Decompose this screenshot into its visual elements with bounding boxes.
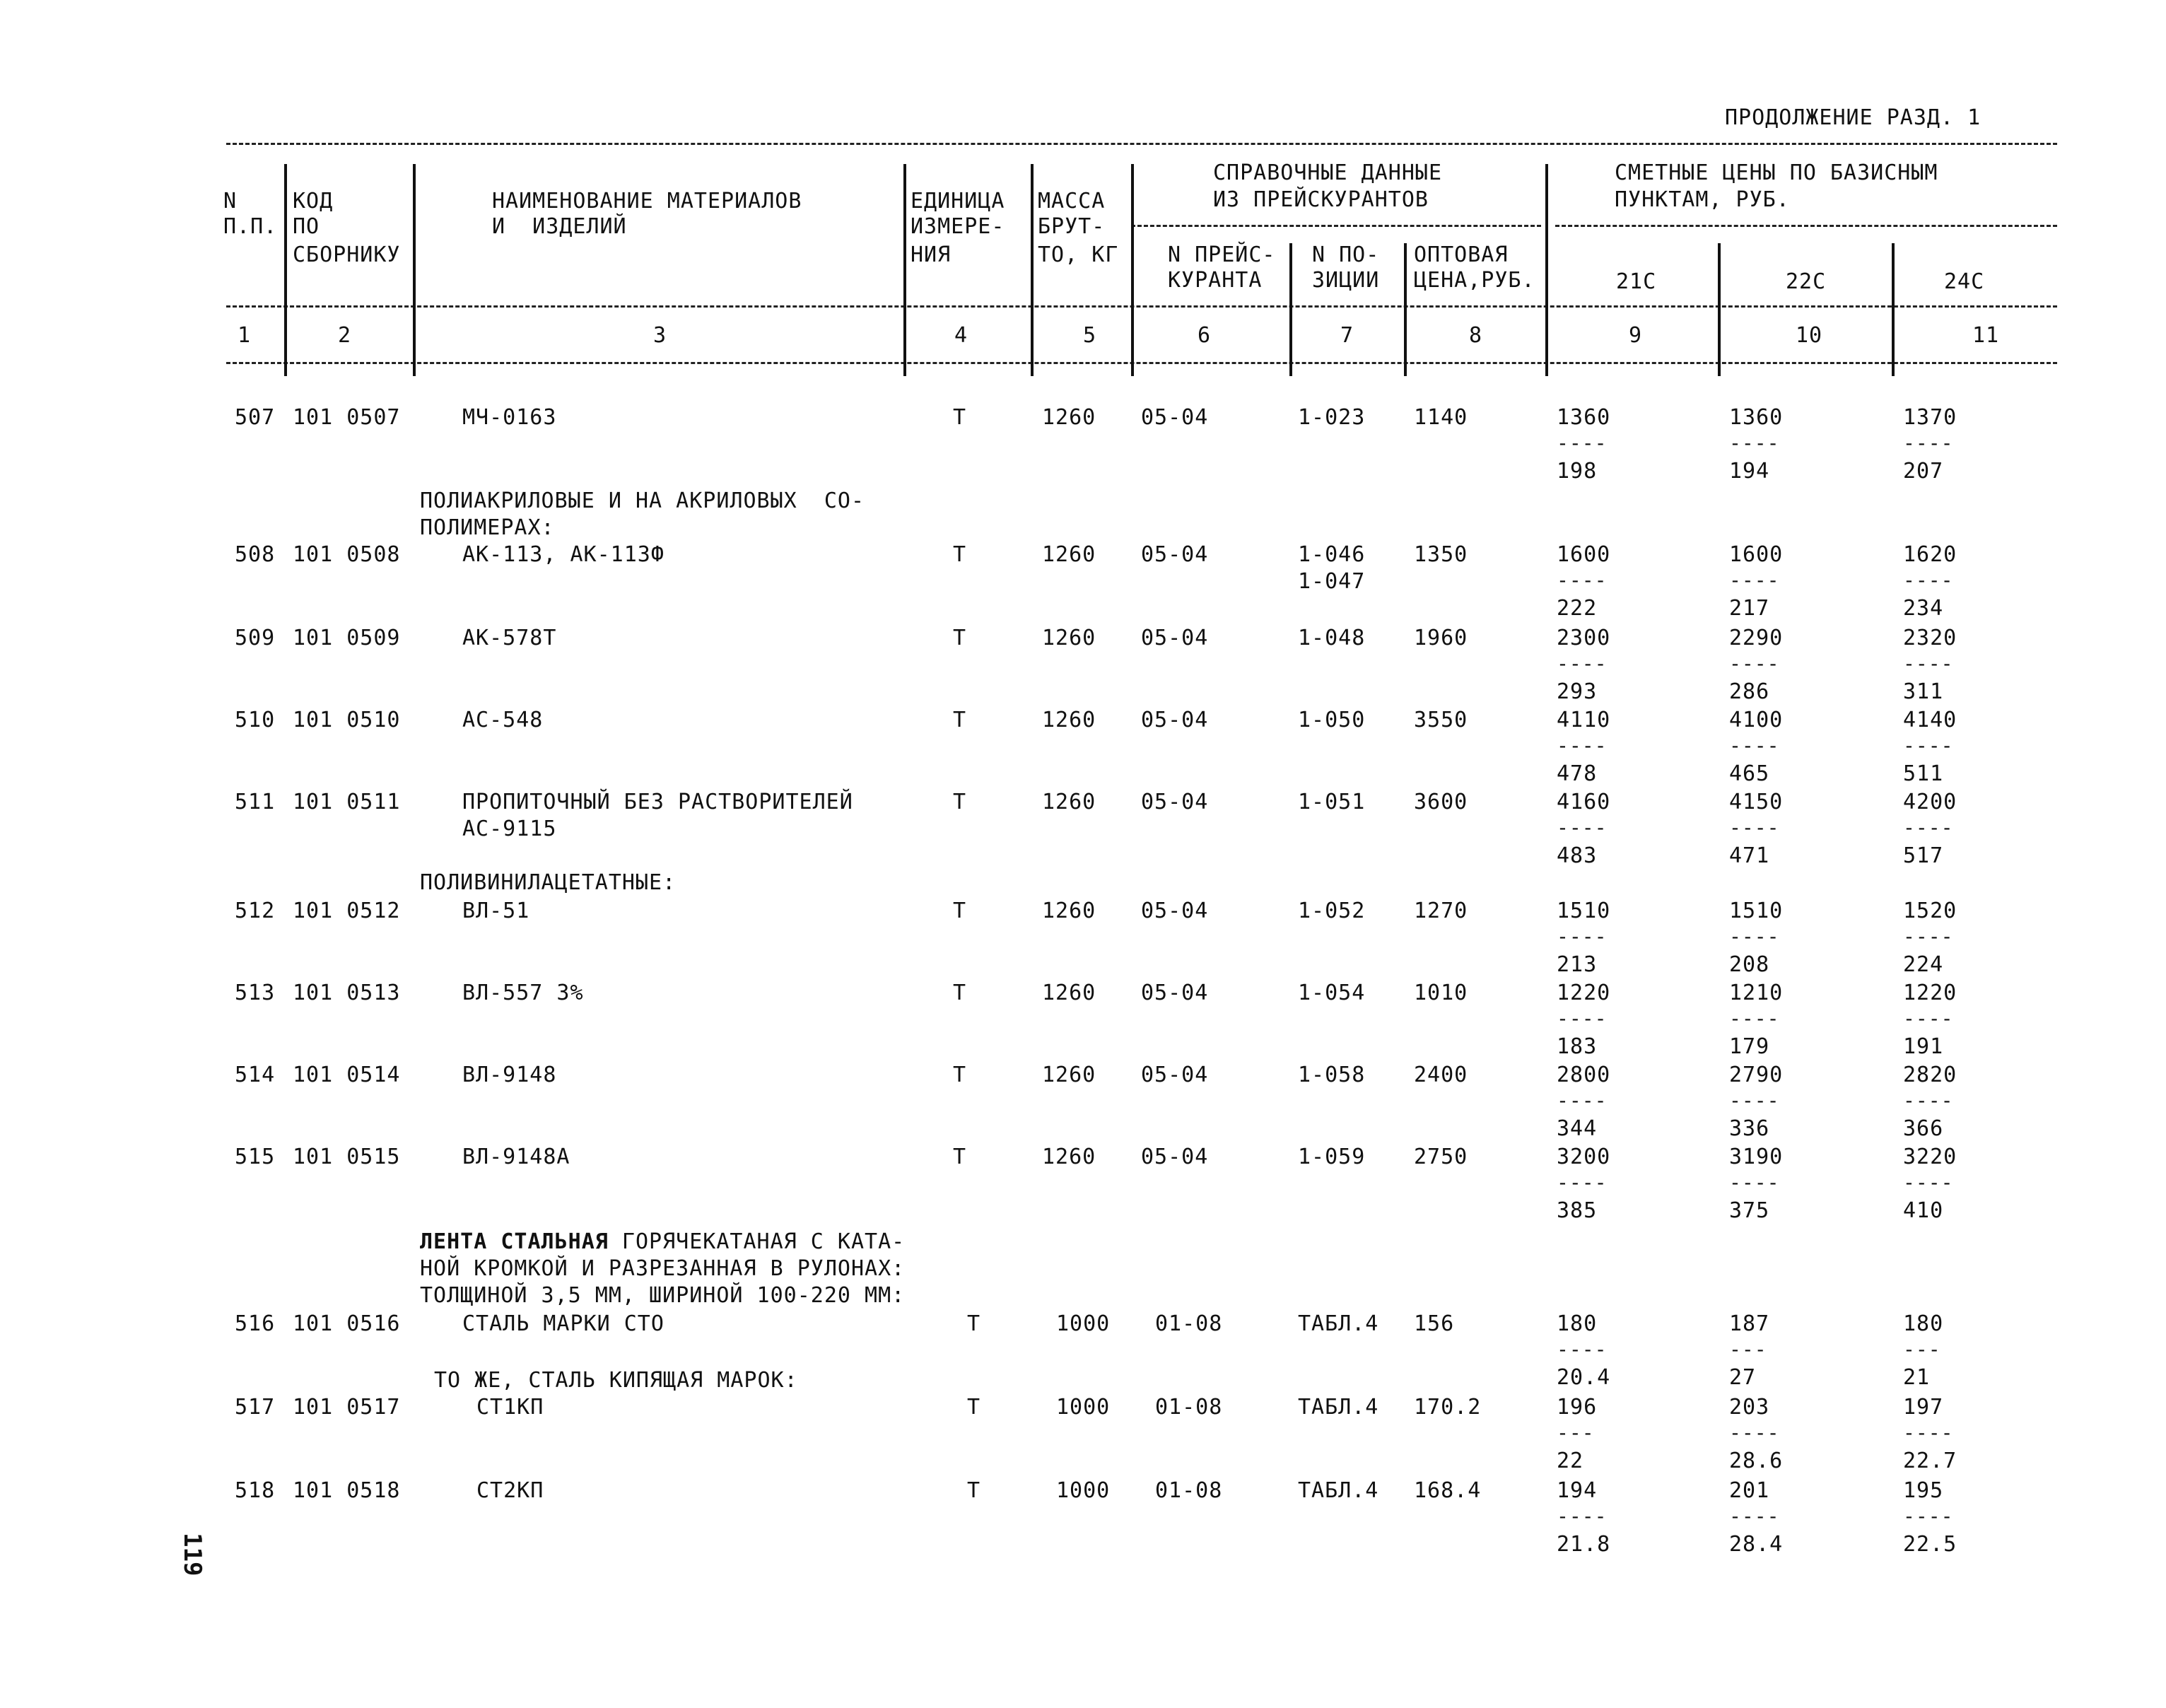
section-tape-line2: НОЙ КРОМКОЙ И РАЗРЕЗАННАЯ В РУЛОНАХ: <box>420 1256 906 1281</box>
row-divider-21c: ---- <box>1557 1089 1608 1112</box>
row-price-22c: 4100 <box>1729 708 1784 732</box>
row-divider-21c: ---- <box>1557 652 1608 675</box>
group-prices-rule <box>1555 225 2057 227</box>
row-divider-21c: ---- <box>1557 734 1608 757</box>
row-wholesale-price: 3550 <box>1414 708 1468 732</box>
row-wholesale-price: 170.2 <box>1414 1395 1482 1420</box>
header-col3-line2: И ИЗДЕЛИЙ <box>492 214 627 239</box>
row-divider-24c: ---- <box>1903 431 1954 455</box>
row-transport-24c: 191 <box>1903 1034 1944 1059</box>
row-name-cont: АС-9115 <box>462 817 557 841</box>
row-transport-24c: 366 <box>1903 1116 1944 1141</box>
header-bottom-rule <box>226 362 2057 364</box>
col-separator-8 <box>1545 164 1548 376</box>
row-price-22c: 4150 <box>1729 790 1784 814</box>
row-price-22c: 2290 <box>1729 626 1784 650</box>
colnum-3: 3 <box>653 323 667 348</box>
row-mass: 1000 <box>1056 1311 1111 1336</box>
row-pricelist: 01-08 <box>1155 1311 1223 1336</box>
row-transport-22c: 286 <box>1729 679 1770 704</box>
section-tape-line3: ТОЛЩИНОЙ 3,5 ММ, ШИРИНОЙ 100-220 ММ: <box>420 1283 906 1308</box>
row-price-22c: 187 <box>1729 1311 1770 1336</box>
row-divider-21c: ---- <box>1557 1504 1608 1528</box>
row-transport-22c: 179 <box>1729 1034 1770 1059</box>
row-divider-22c: ---- <box>1729 1421 1780 1444</box>
row-name: АК-113, АК-113Ф <box>462 542 665 567</box>
row-wholesale-price: 1960 <box>1414 626 1468 650</box>
row-divider-22c: ---- <box>1729 1504 1780 1528</box>
row-unit: Т <box>953 708 967 732</box>
header-group-prices-line1: СМЕТНЫЕ ЦЕНЫ ПО БАЗИСНЫМ <box>1615 160 1938 185</box>
row-position: 1-023 <box>1298 405 1366 430</box>
header-col2-line3: СБОРНИКУ <box>293 242 401 267</box>
row-position: 1-052 <box>1298 899 1366 923</box>
row-price-24c: 4140 <box>1903 708 1957 732</box>
row-number: 517 <box>235 1395 276 1420</box>
row-transport-21c: 21.8 <box>1557 1532 1611 1557</box>
section-polyvinyl: ПОЛИВИНИЛАЦЕТАТНЫЕ: <box>420 870 677 895</box>
row-transport-21c: 483 <box>1557 843 1598 868</box>
row-unit: Т <box>953 981 967 1005</box>
row-mass: 1260 <box>1042 405 1096 430</box>
row-number: 518 <box>235 1478 276 1503</box>
row-code: 101 0508 <box>293 542 401 567</box>
row-divider-22c: ---- <box>1729 431 1780 455</box>
row-number: 510 <box>235 708 276 732</box>
header-col4-line2: ИЗМЕРЕ- <box>911 214 1005 239</box>
row-divider-24c: ---- <box>1903 568 1954 592</box>
row-transport-24c: 517 <box>1903 843 1944 868</box>
row-transport-24c: 207 <box>1903 459 1944 484</box>
header-col3-line1: НАИМЕНОВАНИЕ МАТЕРИАЛОВ <box>492 189 802 214</box>
row-mass: 1260 <box>1042 542 1096 567</box>
row-transport-21c: 385 <box>1557 1198 1598 1223</box>
row-name: ВЛ-557 3% <box>462 981 584 1005</box>
row-transport-24c: 224 <box>1903 952 1944 977</box>
row-price-21c: 180 <box>1557 1311 1598 1336</box>
row-name: АС-548 <box>462 708 544 732</box>
header-col5-line1: МАССА <box>1038 189 1106 214</box>
row-position: 1-059 <box>1298 1145 1366 1169</box>
row-transport-22c: 28.4 <box>1729 1532 1784 1557</box>
row-divider-24c: ---- <box>1903 1089 1954 1112</box>
row-position: 1-050 <box>1298 708 1366 732</box>
col-separator-6 <box>1289 243 1292 376</box>
row-number: 516 <box>235 1311 276 1336</box>
row-divider-22c: ---- <box>1729 734 1780 757</box>
header-col10: 22С <box>1786 269 1827 294</box>
row-price-24c: 1220 <box>1903 981 1957 1005</box>
row-code: 101 0518 <box>293 1478 401 1503</box>
row-code: 101 0513 <box>293 981 401 1005</box>
row-name: ВЛ-9148А <box>462 1145 570 1169</box>
row-mass: 1000 <box>1056 1395 1111 1420</box>
header-col6-line1: N ПРЕЙС- <box>1168 242 1276 267</box>
group-ref-rule <box>1131 225 1541 227</box>
row-code: 101 0514 <box>293 1063 401 1087</box>
row-code: 101 0516 <box>293 1311 401 1336</box>
header-col5-line3: ТО, КГ <box>1038 242 1119 267</box>
header-col9: 21С <box>1616 269 1657 294</box>
row-position-2: 1-047 <box>1298 569 1366 594</box>
header-col7-line1: N ПО- <box>1312 242 1380 267</box>
row-divider-24c: --- <box>1903 1338 1941 1361</box>
colnum-6: 6 <box>1198 323 1212 348</box>
row-unit: Т <box>953 626 967 650</box>
row-price-22c: 2790 <box>1729 1063 1784 1087</box>
row-mass: 1260 <box>1042 790 1096 814</box>
row-name: ВЛ-51 <box>462 899 530 923</box>
row-pricelist: 01-08 <box>1155 1478 1223 1503</box>
colnum-1: 1 <box>238 323 252 348</box>
row-divider-24c: ---- <box>1903 1171 1954 1194</box>
row-divider-24c: ---- <box>1903 816 1954 839</box>
row-price-21c: 194 <box>1557 1478 1598 1503</box>
row-position: 1-048 <box>1298 626 1366 650</box>
section-polyacryl-line2: ПОЛИМЕРАХ: <box>420 515 555 540</box>
row-price-22c: 1360 <box>1729 405 1784 430</box>
colnum-7: 7 <box>1340 323 1354 348</box>
header-col1-line1: N <box>223 189 238 214</box>
colnum-8: 8 <box>1469 323 1483 348</box>
row-price-22c: 203 <box>1729 1395 1770 1420</box>
row-divider-24c: ---- <box>1903 1504 1954 1528</box>
header-col4-line1: ЕДИНИЦА <box>911 189 1005 214</box>
row-divider-24c: ---- <box>1903 734 1954 757</box>
row-number: 508 <box>235 542 276 567</box>
row-transport-22c: 208 <box>1729 952 1770 977</box>
row-price-21c: 196 <box>1557 1395 1598 1420</box>
row-price-22c: 201 <box>1729 1478 1770 1503</box>
row-pricelist: 05-04 <box>1141 790 1209 814</box>
row-divider-21c: ---- <box>1557 1171 1608 1194</box>
row-mass: 1260 <box>1042 1145 1096 1169</box>
row-number: 509 <box>235 626 276 650</box>
row-position: 1-054 <box>1298 981 1366 1005</box>
row-transport-22c: 217 <box>1729 596 1770 621</box>
row-divider-22c: --- <box>1729 1338 1767 1361</box>
row-transport-21c: 478 <box>1557 761 1598 786</box>
row-name: СТ2КП <box>476 1478 544 1503</box>
row-transport-24c: 511 <box>1903 761 1944 786</box>
colnum-2: 2 <box>338 323 352 348</box>
row-code: 101 0517 <box>293 1395 401 1420</box>
row-mass: 1260 <box>1042 899 1096 923</box>
row-transport-22c: 27 <box>1729 1365 1757 1390</box>
row-mass: 1260 <box>1042 626 1096 650</box>
row-position: 1-051 <box>1298 790 1366 814</box>
row-price-24c: 2820 <box>1903 1063 1957 1087</box>
colnum-4: 4 <box>954 323 968 348</box>
row-code: 101 0510 <box>293 708 401 732</box>
row-price-22c: 1210 <box>1729 981 1784 1005</box>
row-divider-21c: ---- <box>1557 816 1608 839</box>
row-pricelist: 05-04 <box>1141 981 1209 1005</box>
row-transport-21c: 344 <box>1557 1116 1598 1141</box>
row-price-24c: 3220 <box>1903 1145 1957 1169</box>
header-top-rule <box>226 143 2057 145</box>
row-price-21c: 4160 <box>1557 790 1611 814</box>
row-price-24c: 197 <box>1903 1395 1944 1420</box>
row-transport-22c: 375 <box>1729 1198 1770 1223</box>
row-pricelist: 05-04 <box>1141 899 1209 923</box>
header-col4-line3: НИЯ <box>911 242 952 267</box>
row-name: МЧ-0163 <box>462 405 557 430</box>
section-polyacryl-line1: ПОЛИАКРИЛОВЫЕ И НА АКРИЛОВЫХ СО- <box>420 489 865 513</box>
col-separator-5 <box>1131 164 1134 376</box>
colnum-11: 11 <box>1972 323 2000 348</box>
row-position: ТАБЛ.4 <box>1298 1478 1379 1503</box>
row-number: 513 <box>235 981 276 1005</box>
row-divider-21c: ---- <box>1557 1338 1608 1361</box>
row-wholesale-price: 156 <box>1414 1311 1455 1336</box>
row-unit: Т <box>967 1478 981 1503</box>
colnum-10: 10 <box>1796 323 1823 348</box>
row-code: 101 0509 <box>293 626 401 650</box>
row-price-24c: 1370 <box>1903 405 1957 430</box>
row-transport-21c: 20.4 <box>1557 1365 1611 1390</box>
header-col8-line2: ЦЕНА,РУБ. <box>1414 268 1535 293</box>
row-unit: Т <box>953 1145 967 1169</box>
header-col11: 24С <box>1944 269 1985 294</box>
row-price-21c: 1600 <box>1557 542 1611 567</box>
col-separator-9 <box>1718 243 1721 376</box>
section-same: ТО ЖЕ, СТАЛЬ КИПЯЩАЯ МАРОК: <box>434 1368 798 1393</box>
row-transport-24c: 234 <box>1903 596 1944 621</box>
header-group-prices-line2: ПУНКТАМ, РУБ. <box>1615 187 1790 212</box>
section-tape-rest: ГОРЯЧЕКАТАНАЯ С КАТА- <box>608 1229 906 1254</box>
row-price-24c: 4200 <box>1903 790 1957 814</box>
col-separator-2 <box>413 164 416 376</box>
row-wholesale-price: 3600 <box>1414 790 1468 814</box>
row-price-22c: 1600 <box>1729 542 1784 567</box>
row-number: 514 <box>235 1063 276 1087</box>
row-price-21c: 1510 <box>1557 899 1611 923</box>
row-name: СТ1КП <box>476 1395 544 1420</box>
row-number: 507 <box>235 405 276 430</box>
colnum-9: 9 <box>1629 323 1643 348</box>
row-transport-24c: 22.7 <box>1903 1449 1957 1473</box>
row-price-24c: 1520 <box>1903 899 1957 923</box>
row-unit: Т <box>953 899 967 923</box>
row-wholesale-price: 1350 <box>1414 542 1468 567</box>
row-price-21c: 3200 <box>1557 1145 1611 1169</box>
row-position: 1-058 <box>1298 1063 1366 1087</box>
row-divider-22c: ---- <box>1729 652 1780 675</box>
row-mass: 1260 <box>1042 981 1096 1005</box>
row-divider-22c: ---- <box>1729 816 1780 839</box>
row-transport-22c: 194 <box>1729 459 1770 484</box>
header-col7-line2: ЗИЦИИ <box>1312 268 1380 293</box>
row-unit: Т <box>953 790 967 814</box>
row-price-21c: 1360 <box>1557 405 1611 430</box>
header-col1-line2: П.П. <box>223 214 278 239</box>
header-col2-line2: ПО <box>293 214 320 239</box>
row-transport-24c: 22.5 <box>1903 1532 1957 1557</box>
row-divider-22c: ---- <box>1729 1171 1780 1194</box>
row-divider-24c: ---- <box>1903 652 1954 675</box>
row-divider-22c: ---- <box>1729 925 1780 948</box>
col-separator-7 <box>1404 243 1407 376</box>
row-divider-21c: ---- <box>1557 568 1608 592</box>
section-tape-line1 <box>420 1230 905 1254</box>
row-divider-21c: ---- <box>1557 925 1608 948</box>
row-pricelist: 05-04 <box>1141 1063 1209 1087</box>
col-separator-3 <box>903 164 906 376</box>
row-price-21c: 2800 <box>1557 1063 1611 1087</box>
row-wholesale-price: 168.4 <box>1414 1478 1482 1503</box>
col-separator-1 <box>284 164 287 376</box>
row-unit: Т <box>953 1063 967 1087</box>
row-transport-21c: 183 <box>1557 1034 1598 1059</box>
row-mass: 1000 <box>1056 1478 1111 1503</box>
row-mass: 1260 <box>1042 1063 1096 1087</box>
row-pricelist: 01-08 <box>1155 1395 1223 1420</box>
row-price-24c: 195 <box>1903 1478 1944 1503</box>
row-number: 512 <box>235 899 276 923</box>
row-divider-21c: --- <box>1557 1421 1595 1444</box>
row-divider-21c: ---- <box>1557 1007 1608 1030</box>
row-code: 101 0515 <box>293 1145 401 1169</box>
row-code: 101 0511 <box>293 790 401 814</box>
row-divider-21c: ---- <box>1557 431 1608 455</box>
row-divider-22c: ---- <box>1729 1007 1780 1030</box>
row-unit: Т <box>967 1311 981 1336</box>
header-group-ref-line2: ИЗ ПРЕЙСКУРАНТОВ <box>1213 187 1429 212</box>
row-pricelist: 05-04 <box>1141 626 1209 650</box>
colnum-5: 5 <box>1083 323 1097 348</box>
row-price-22c: 3190 <box>1729 1145 1784 1169</box>
row-unit: Т <box>967 1395 981 1420</box>
row-name: ПРОПИТОЧНЫЙ БЕЗ РАСТВОРИТЕЛЕЙ <box>462 790 853 814</box>
row-divider-24c: ---- <box>1903 1007 1954 1030</box>
row-pricelist: 05-04 <box>1141 708 1209 732</box>
row-transport-24c: 311 <box>1903 679 1944 704</box>
header-col5-line2: БРУТ- <box>1038 214 1106 239</box>
section-tape-bold: ЛЕНТА СТАЛЬНАЯ <box>420 1229 609 1254</box>
row-name: ВЛ-9148 <box>462 1063 557 1087</box>
row-wholesale-price: 2400 <box>1414 1063 1468 1087</box>
row-transport-22c: 336 <box>1729 1116 1770 1141</box>
row-price-24c: 180 <box>1903 1311 1944 1336</box>
row-divider-24c: ---- <box>1903 1421 1954 1444</box>
row-pricelist: 05-04 <box>1141 542 1209 567</box>
row-transport-21c: 213 <box>1557 952 1598 977</box>
row-divider-24c: ---- <box>1903 925 1954 948</box>
row-name: СТАЛЬ МАРКИ СТО <box>462 1311 665 1336</box>
row-transport-22c: 465 <box>1729 761 1770 786</box>
header-col6-line2: КУРАНТА <box>1168 268 1263 293</box>
row-pricelist: 05-04 <box>1141 1145 1209 1169</box>
header-col2-line1: КОД <box>293 189 334 214</box>
row-transport-21c: 22 <box>1557 1449 1584 1473</box>
row-price-21c: 2300 <box>1557 626 1611 650</box>
row-price-22c: 1510 <box>1729 899 1784 923</box>
row-wholesale-price: 1140 <box>1414 405 1468 430</box>
row-number: 515 <box>235 1145 276 1169</box>
row-pricelist: 05-04 <box>1141 405 1209 430</box>
row-transport-21c: 222 <box>1557 596 1598 621</box>
row-code: 101 0507 <box>293 405 401 430</box>
row-price-24c: 2320 <box>1903 626 1957 650</box>
row-number: 511 <box>235 790 276 814</box>
row-mass: 1260 <box>1042 708 1096 732</box>
row-position: 1-046 <box>1298 542 1366 567</box>
continuation-label: ПРОДОЛЖЕНИЕ РАЗД. 1 <box>1725 105 1981 130</box>
row-wholesale-price: 1010 <box>1414 981 1468 1005</box>
col-separator-10 <box>1892 243 1895 376</box>
header-mid-rule <box>226 305 2057 308</box>
row-transport-21c: 293 <box>1557 679 1598 704</box>
header-group-ref-line1: СПРАВОЧНЫЕ ДАННЫЕ <box>1213 160 1443 185</box>
row-name: АК-578Т <box>462 626 557 650</box>
row-divider-22c: ---- <box>1729 568 1780 592</box>
row-price-21c: 1220 <box>1557 981 1611 1005</box>
row-wholesale-price: 1270 <box>1414 899 1468 923</box>
row-transport-24c: 410 <box>1903 1198 1944 1223</box>
row-price-21c: 4110 <box>1557 708 1611 732</box>
row-transport-21c: 198 <box>1557 459 1598 484</box>
col-separator-4 <box>1031 164 1034 376</box>
row-price-24c: 1620 <box>1903 542 1957 567</box>
row-transport-22c: 28.6 <box>1729 1449 1784 1473</box>
row-code: 101 0512 <box>293 899 401 923</box>
row-unit: Т <box>953 542 967 567</box>
row-transport-22c: 471 <box>1729 843 1770 868</box>
row-transport-24c: 21 <box>1903 1365 1931 1390</box>
row-unit: Т <box>953 405 967 430</box>
row-position: ТАБЛ.4 <box>1298 1311 1379 1336</box>
row-position: ТАБЛ.4 <box>1298 1395 1379 1420</box>
page-number: 119 <box>178 1533 206 1577</box>
row-wholesale-price: 2750 <box>1414 1145 1468 1169</box>
row-divider-22c: ---- <box>1729 1089 1780 1112</box>
header-col8-line1: ОПТОВАЯ <box>1414 242 1509 267</box>
